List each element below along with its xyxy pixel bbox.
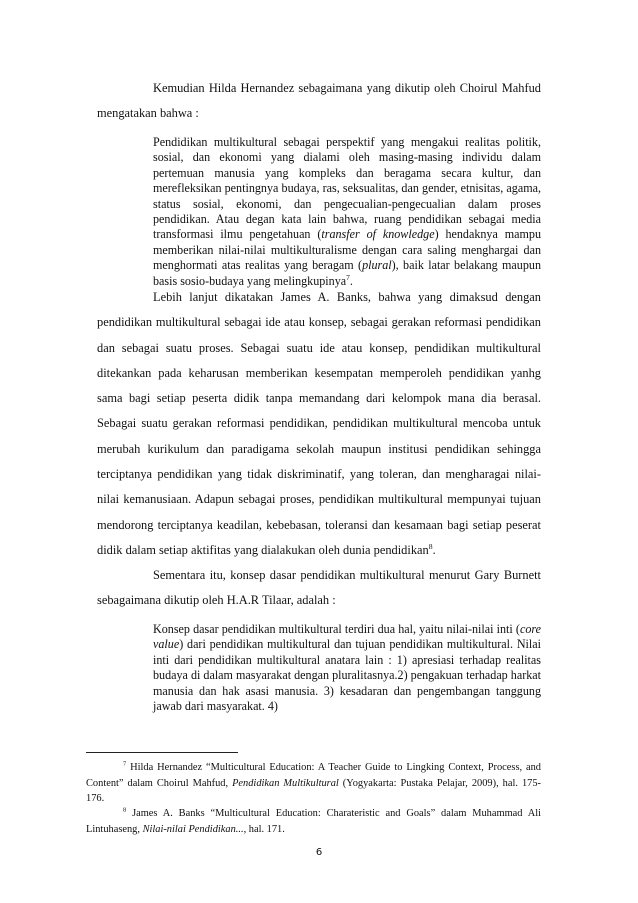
- page-number: 6: [315, 847, 323, 858]
- footnote-7: $^7$ Hilda Hernandez “Multicultural Education: A Teacher Guide to Lingking Context, Process, and Content” dalam Choirul Mahfud, Pendidikan Multikultural (Yogyakarta: Pustaka Pelajar, 2009), hal. 175-176.: [86, 760, 541, 804]
- italic-term: core value: [153, 622, 541, 652]
- italic-term: plural: [362, 258, 392, 273]
- block-quote-hernandez: Pendidikan multikultural sebagai perspektif yang mengakui realitas politik, sosial, dan ekonomi yang dialami oleh masing-masing individu dalam pertemuan manusia yang kompleks dan beragama secara kultur, dan merefleksikan pentingnya budaya, ras, seksualitas, dan gender, etnisitas, agama, status sosial, ekonomi, dan pengecualian-pengecualian dalam proses pendidikan. Atau degan kata lain bahwa, ruang pendidikan sebagai media transformasi ilmu pengetahuan (transfer of knowledge) hendaknya mampu memberikan nilai-nilai multikulturalisme dengan cara saling menghargai dan menghormati atas realitas yang beragam (plural), baik latar belakang maupun basis sosio-budaya yang melingkupinya$^7$.: [153, 135, 541, 288]
- paragraph-banks: Lebih lanjut dikatakan James A. Banks, bahwa yang dimaksud dengan pendidikan multikultural sebagai ide atau konsep, sebagai gerakan reformasi pendidikan dan sebagai suatu proses. Sebagai suatu ide atau konsep, pendidikan multikultural ditekankan pada keharusan memberikan kesempatan memperoleh pendidikan yanhg sama bagi setiap peserta didik tanpa memandang dari kelompok mana dia berasal. Sebagai suatu gerakan reformasi pendidikan, pendidikan multikultural mencoba untuk merubah kurikulum dan paradigama sekolah maupun institusi pendidikan sehingga terciptanya pendidikan yang tidak diskriminatif, yang toleran, dan mengharagai nilai-nilai kemanusiaan. Adapun sebagai proses, pendidikan multikultural mempunyai tujuan mendorong terciptanya keadilan, kebebasan, toleransi dan kesamaan bagi setiap peserat didik dalam setiap aktifitas yang dialakukan oleh dunia pendidikan$^8$.: [97, 290, 541, 557]
- block-quote-burnett: Konsep dasar pendidikan multikultural terdiri dua hal, yaitu nilai-nilai inti (core value) dari pendidikan multikultural dan tujuan pendidikan multikultural. Nilai inti dari pendidikan multikultural anatara lain : 1) apresiasi terhadap realitas budaya di dalam masyarakat dengan pluralitasnya.2) pengakuan terhadap harkat manusia dan hak asasi manusia. 3) kesadaran dan pengembangan tanggung jawab dari masyarakat. 4): [153, 622, 541, 714]
- footnote-number: 7: [123, 760, 127, 768]
- footnote-ref-7[interactable]: 7: [346, 272, 350, 282]
- footnote-number: 8: [123, 806, 127, 814]
- paragraph-hernandez-intro: Kemudian Hilda Hernandez sebagaimana yang dikutip oleh Choirul Mahfud mengatakan bahwa :: [97, 81, 541, 121]
- footnote-divider: [86, 752, 238, 753]
- footnote-ref-8[interactable]: 8: [428, 541, 433, 551]
- italic-term: transfer of knowledge: [321, 227, 435, 242]
- footnote-8: $^8$ James A. Banks “Multicultural Education: Charateristic and Goals” dalam Muhammad Ali Lintuhaseng, Nilai-nilai Pendidikan..., hal. 171.: [86, 806, 541, 835]
- paragraph-burnett-intro: Sementara itu, konsep dasar pendidikan multikultural menurut Gary Burnett sebagaimana dikutip oleh H.A.R Tilaar, adalah :: [97, 568, 541, 608]
